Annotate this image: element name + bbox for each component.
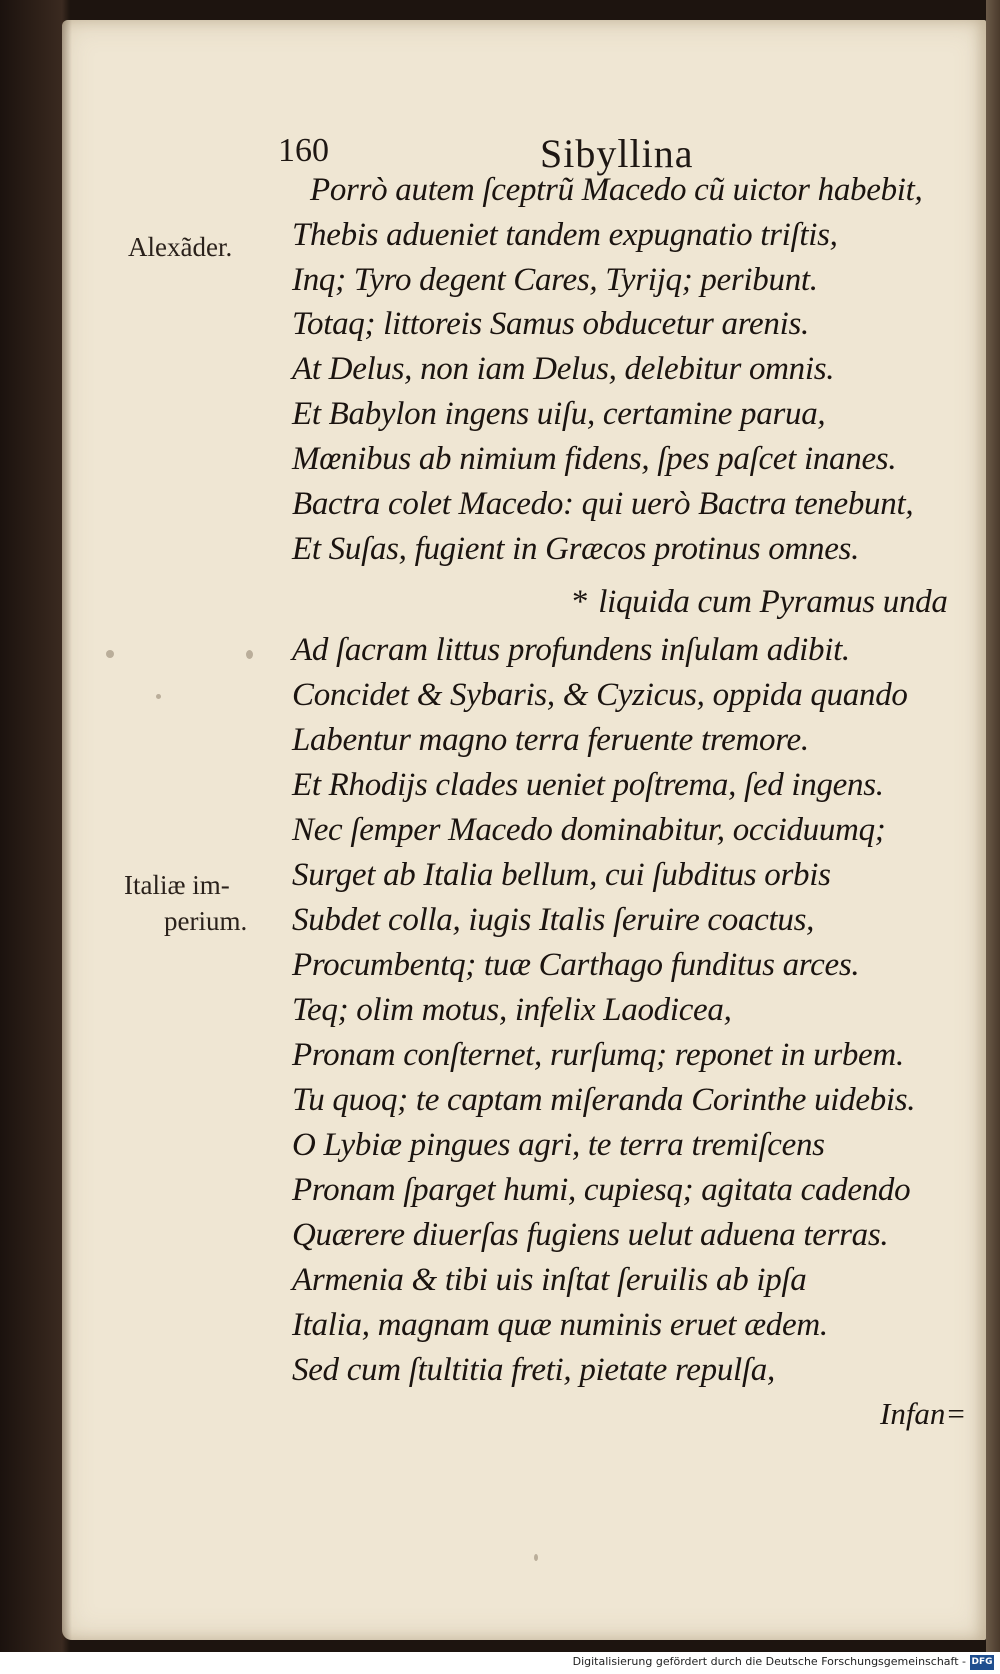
- verse-line-text: liquida cum Pyramus unda: [598, 584, 948, 620]
- margin-note-italiae: Italiæ im-: [124, 870, 230, 900]
- verse-line: Tu quoq; te captam miſeranda Corinthe uidebis.: [292, 1082, 916, 1118]
- verse-line: Teq; olim motus, infelix Laodicea,: [292, 992, 732, 1028]
- verse-line: Labentur magno terra feruente tremore.: [292, 722, 809, 758]
- margin-note-alexander: Alexãder.: [128, 232, 233, 262]
- verse-line: Nec ſemper Macedo dominabitur, occiduumq;: [292, 812, 886, 848]
- digitization-footer: [0, 1652, 1000, 1674]
- page-number: 160: [278, 132, 329, 169]
- next-page-edge: [986, 0, 1000, 1674]
- verse-line: Mœnibus ab nimium fidens, ſpes paſcet inanes.: [292, 441, 897, 477]
- verse-line: At Delus, non iam Delus, delebitur omnis.: [292, 351, 835, 387]
- verse-line: Surget ab Italia bellum, cui ſubditus orbis: [292, 857, 831, 893]
- verse-line: Inq; Tyro degent Cares, Tyrijq; peribunt.: [292, 262, 818, 298]
- ink-spot: [156, 694, 161, 699]
- verse-line: Pronam ſparget humi, cupiesq; agitata cadendo: [292, 1172, 911, 1208]
- funding-credit: Digitalisierung gefördert durch die Deutsche Forschungsgemeinschaft -: [572, 1655, 966, 1668]
- asterisk-marker: *: [572, 584, 589, 620]
- verse-line: Bactra colet Macedo: qui uerò Bactra tenebunt,: [292, 486, 914, 522]
- ink-spot: [246, 650, 253, 659]
- verse-line: Pronam conſternet, rurſumq; reponet in urbem.: [292, 1037, 904, 1073]
- verse-line: Concidet & Sybaris, & Cyzicus, oppida quando: [292, 677, 908, 713]
- gutter-shadow: [62, 20, 72, 1640]
- verse-line: Sed cum ſtultitia freti, pietate repulſa,: [292, 1352, 775, 1388]
- ink-spot: [106, 650, 114, 658]
- verse-line: Armenia & tibi uis inſtat ſeruilis ab ipſa: [292, 1262, 807, 1298]
- running-title: Sibyllina: [540, 131, 694, 176]
- catchword: Infan=: [880, 1396, 967, 1431]
- verse-line: Porrò autem ſceptrũ Macedo cũ uictor habebit,: [310, 172, 923, 208]
- verse-line: Et Babylon ingens uiſu, certamine parua,: [292, 396, 826, 432]
- verse-line: Et Suſas, fugient in Græcos protinus omnes.: [292, 531, 860, 567]
- verse-line: Et Rhodijs clades ueniet poſtrema, ſed ingens.: [292, 767, 884, 803]
- verse-line: Italia, magnam quæ numinis eruet ædem.: [292, 1307, 828, 1343]
- ink-spot: [534, 1554, 538, 1561]
- verse-line: Totaq; littoreis Samus obducetur arenis.: [292, 306, 809, 342]
- dfg-logo: DFG: [970, 1655, 994, 1670]
- verse-line: Quærere diuerſas fugiens uelut aduena terras.: [292, 1217, 889, 1253]
- margin-note-imperium: perium.: [164, 906, 248, 936]
- verse-line: Ad ſacram littus profundens inſulam adibit.: [292, 632, 850, 668]
- verse-line-starred: [572, 584, 948, 621]
- verse-line: Subdet colla, iugis Italis ſeruire coactus,: [292, 902, 815, 938]
- verse-line: O Lybiæ pingues agri, te terra tremiſcens: [292, 1127, 825, 1163]
- verse-line: Thebis adueniet tandem expugnatio triſtis,: [292, 217, 838, 253]
- verse-line: Procumbentq; tuæ Carthago funditus arces.: [292, 947, 860, 983]
